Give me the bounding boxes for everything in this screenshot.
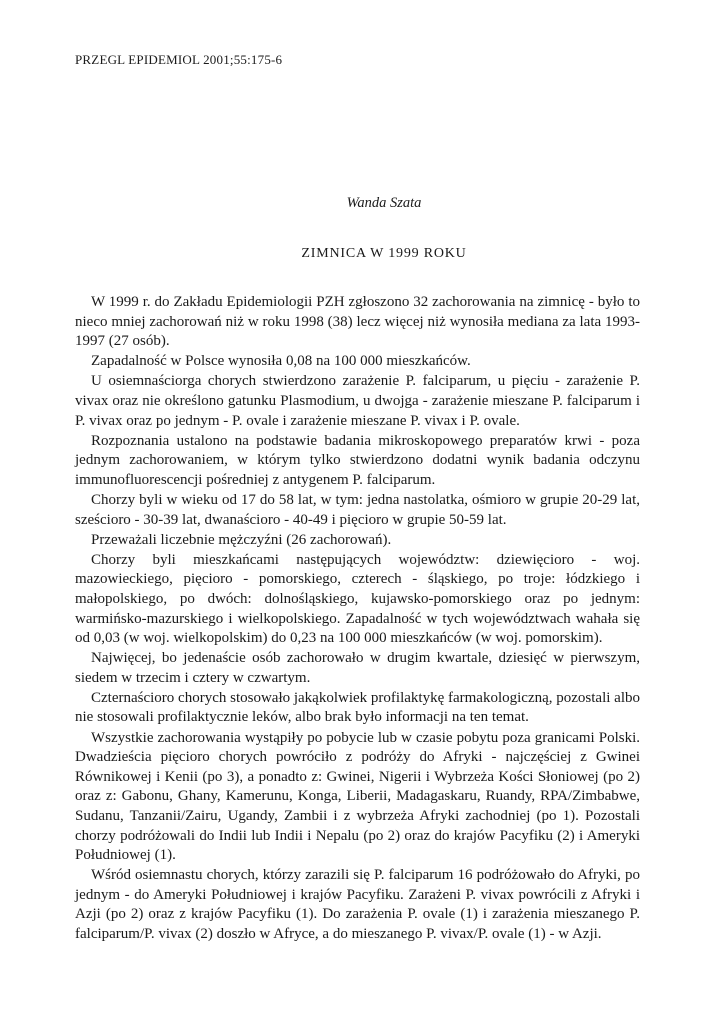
author-name: Wanda Szata	[346, 195, 422, 211]
paragraph: Rozpoznania ustalono na podstawie badania mikroskopowego preparatów krwi - poza jednym zachorowaniem, w którym tylko stwierdzono dodatni wynik badania odczynu immunofluorescencji pośredniej z antygenem P. falciparum.	[75, 432, 640, 488]
paragraph: Przeważali liczebnie mężczyźni (26 zachorowań).	[91, 531, 392, 548]
paragraph: U osiemnaściorga chorych stwierdzono zarażenie P. falciparum, u pięciu - zarażenie P. vivax oraz nie określono gatunku Plasmodium, u dwojga - zarażenie mieszane P. falciparum i P. vivax oraz po jednym - P. ovale i zarażenie mieszane P. vivax i P. ovale.	[75, 373, 640, 429]
journal-reference: PRZEGL EPIDEMIOL 2001;55:175-6	[75, 52, 283, 67]
article-title: ZIMNICA W 1999 ROKU	[301, 246, 467, 261]
paragraph: W 1999 r. do Zakładu Epidemiologii PZH zgłoszono 32 zachorowania na zimnicę - było to nieco mniej zachorowań niż w roku 1998 (38) lecz więcej niż wynosiła mediana za lata 1993-1997 (27 osób).	[75, 294, 640, 350]
paragraph: Chorzy byli mieszkańcami następujących województw: dziewięcioro - woj. mazowieckiego, pięcioro - pomorskiego, czterech - śląskiego, po troje: łódzkiego i małopolskiego, po dwóch: dolnośląskiego, kujawsko-pomorskiego oraz po jednym: warmińsko-mazurskiego i wielkopolskiego. Zapadalność w tych województwach wahała się od 0,03 (w woj. wielkopolskim) do 0,23 na 100 000 mieszkańców (w woj. pomorskim).	[75, 551, 640, 647]
article-title-line	[0, 246, 713, 262]
paragraph: Wśród osiemnastu chorych, którzy zarazili się P. falciparum 16 podróżowało do Afryki, po jednym - do Ameryki Południowej i krajów Pacyfiku. Zarażeni P. vivax powrócili z Afryki i Azji (po 2) oraz z krajów Pacyfiku (1). Do zarażenia P. ovale (1) i zarażenia mieszanego P. falciparum/P. vivax (2) doszło w Afryce, a do mieszanego P. vivax/P. ovale (1) - w Azji.	[75, 867, 640, 942]
paragraph: Czternaścioro chorych stosowało jakąkolwiek profilaktykę farmakologiczną, pozostali albo nie stosowali profilaktycznie leków, albo brak było informacji na ten temat.	[75, 689, 640, 726]
paragraph: Wszystkie zachorowania wystąpiły po pobycie lub w czasie pobytu poza granicami Polski. Dwadzieścia pięcioro chorych powróciło z podróży do Afryki - najczęściej z Gwinei Równikowej i Kenii (po 3), a ponadto z: Gwinei, Nigerii i Wybrzeża Kości Słoniowej (po 2) oraz z: Gabonu, Ghany, Kamerunu, Konga, Liberii, Madagaskaru, Ruandy, RPA/Zimbabwe, Sudanu, Tanzanii/Zairu, Ugandy, Zambii i z wybrzeża Afryki zachodniej (po 1). Pozostali chorzy podróżowali do Indii lub Indii i Nepalu (po 2) oraz do krajów Pacyfiku (2) i Ameryki Południowej (1).	[75, 729, 640, 864]
paragraph: Chorzy byli w wieku od 17 do 58 lat, w tym: jedna nastolatka, ośmioro w grupie 20-29 lat, sześcioro - 30-39 lat, dwanaścioro - 40-49 i pięcioro w grupie 50-59 lat.	[75, 491, 640, 528]
paragraph: Zapadalność w Polsce wynosiła 0,08 na 100 000 mieszkańców.	[91, 353, 471, 370]
author-line	[0, 195, 713, 212]
article-body	[75, 293, 640, 945]
paragraph: Najwięcej, bo jedenaście osób zachorowało w drugim kwartale, dziesięć w pierwszym, siedem w trzecim i cztery w czwartym.	[75, 650, 640, 686]
